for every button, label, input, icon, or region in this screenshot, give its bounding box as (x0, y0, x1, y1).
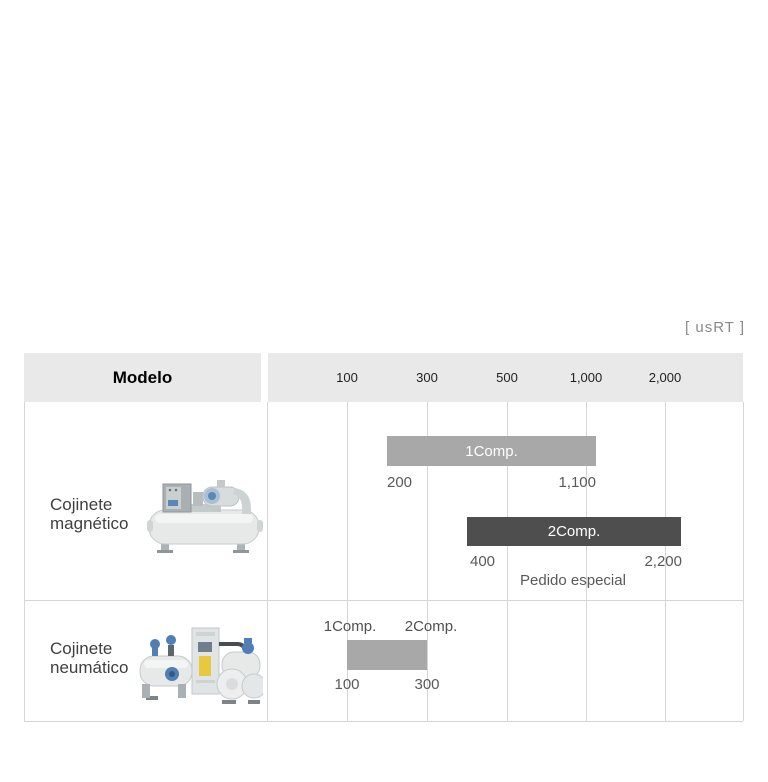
range-min-magnetic-1comp: 200 (387, 474, 413, 491)
axis-tick-2000: 2,000 (648, 370, 682, 385)
axis-tick-100: 100 (336, 370, 358, 385)
row-divider-line (24, 600, 743, 601)
chiller-magnetic-bearing-image (147, 476, 263, 556)
range-bar-magnetic-1comp: 1Comp. (387, 436, 596, 466)
column-header-model: Modelo (24, 353, 261, 402)
range-max-pneumatic: 300 (414, 676, 440, 693)
range-bar-pneumatic (347, 640, 427, 670)
grid-line (347, 402, 348, 721)
axis-tick-1000: 1,000 (569, 370, 603, 385)
model-label-magnetic: Cojinete magnético (50, 495, 129, 533)
table-bottom-line (24, 721, 743, 722)
axis-tick-500: 500 (496, 370, 518, 385)
chiller-pneumatic-bearing-image (138, 618, 263, 707)
range-min-magnetic-2comp: 400 (470, 553, 496, 570)
range-max-magnetic-2comp: 2,200 (644, 553, 682, 570)
model-label-pneumatic: Cojinete neumático (50, 639, 129, 677)
grid-line (267, 402, 268, 721)
special-order-note: Pedido especial (520, 572, 626, 589)
range-min-pneumatic: 100 (334, 676, 360, 693)
grid-line (24, 402, 25, 721)
range-max-magnetic-1comp: 1,100 (558, 474, 596, 491)
comp1-label-pneumatic: 1Comp. (323, 618, 377, 635)
range-bar-magnetic-2comp: 2Comp. (467, 517, 681, 546)
axis-tick-300: 300 (416, 370, 438, 385)
unit-label: [ usRT ] (685, 319, 745, 336)
comp2-label-pneumatic: 2Comp. (404, 618, 458, 635)
grid-line (743, 402, 744, 721)
